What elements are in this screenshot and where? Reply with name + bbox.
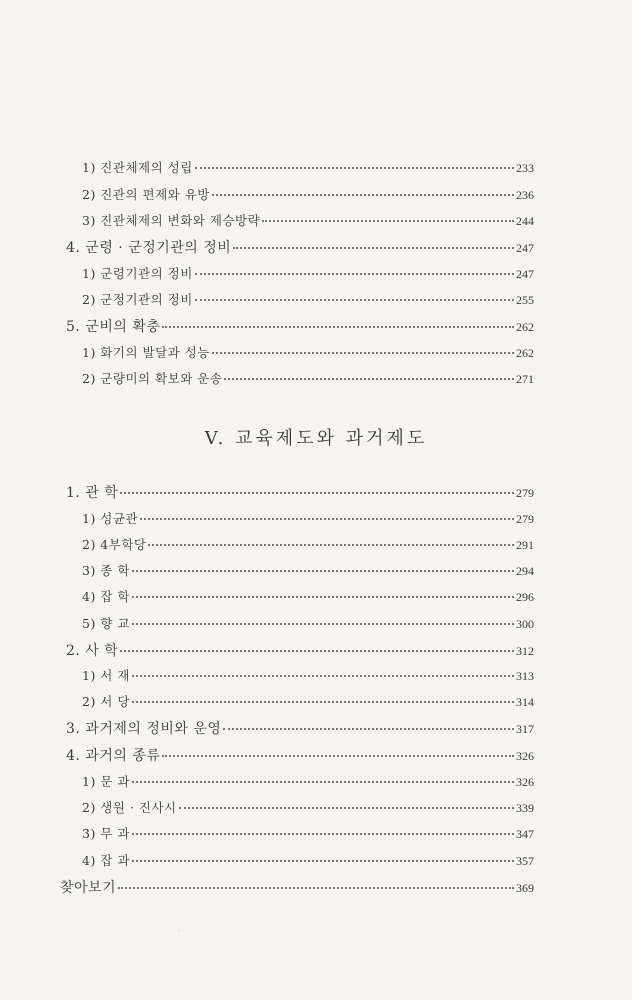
toc-entry-page: 314 bbox=[516, 695, 534, 709]
toc-section-entry[interactable] bbox=[66, 482, 534, 502]
toc-entry[interactable] bbox=[82, 587, 534, 605]
toc-entry-page: 369 bbox=[516, 881, 534, 895]
toc-entry-label: 4. 군령 · 군정기관의 정비 bbox=[66, 240, 232, 256]
toc-entry-label: 4) 잡 학 bbox=[82, 589, 130, 604]
toc-entry-page: 279 bbox=[516, 486, 534, 500]
toc-section-entry[interactable] bbox=[66, 745, 534, 765]
toc-entry-label: 찾아보기 bbox=[60, 880, 117, 896]
toc-entry[interactable] bbox=[82, 369, 534, 387]
toc-entry-page: 312 bbox=[516, 644, 534, 658]
leader-dots bbox=[195, 166, 514, 169]
toc-entry-page: 247 bbox=[516, 267, 534, 281]
toc-entry[interactable] bbox=[82, 666, 534, 684]
leader-dots bbox=[120, 649, 514, 652]
leader-dots bbox=[262, 219, 514, 222]
leader-dots bbox=[162, 325, 514, 328]
toc-entry-label: 5) 향 교 bbox=[82, 616, 130, 631]
toc-entry-label: 2) 군량미의 확보와 운송 bbox=[82, 371, 223, 386]
toc-entry[interactable] bbox=[82, 824, 534, 842]
toc-entry-page: 347 bbox=[516, 827, 534, 841]
leader-dots bbox=[195, 298, 514, 301]
toc-entry[interactable] bbox=[82, 343, 534, 361]
toc-section-entry[interactable] bbox=[66, 316, 534, 336]
toc-entry-label: 2) 군정기관의 정비 bbox=[82, 292, 193, 307]
toc-entry-label: 3) 진관체제의 변화와 제승방략 bbox=[82, 213, 261, 228]
toc-entry-label: 2) 진관의 편제와 유방 bbox=[82, 187, 210, 202]
toc-entry-page: 262 bbox=[516, 320, 534, 334]
toc-section-entry[interactable] bbox=[66, 718, 534, 738]
toc-entry-label: 1. 관 학 bbox=[66, 485, 119, 501]
toc-entry[interactable] bbox=[82, 772, 534, 790]
toc-entry-label: 1) 진관체제의 성립 bbox=[82, 160, 193, 175]
toc-section-entry[interactable] bbox=[66, 237, 534, 257]
toc-entry[interactable] bbox=[82, 561, 534, 579]
toc-entry-label: 2) 4부학당 bbox=[82, 537, 147, 552]
toc-entry-page: 247 bbox=[516, 241, 534, 255]
leader-dots bbox=[195, 272, 514, 275]
leader-dots bbox=[132, 859, 514, 862]
toc-entry-page: 279 bbox=[516, 512, 534, 526]
toc-entry-label: 2) 생원 · 진사시 bbox=[82, 800, 177, 815]
toc-entry-label: 1) 군령기관의 정비 bbox=[82, 266, 193, 281]
toc-entry[interactable] bbox=[82, 211, 534, 229]
toc-entry-page: 313 bbox=[516, 669, 534, 683]
toc-entry-label: 4) 잡 과 bbox=[82, 853, 130, 868]
toc-entry-page: 233 bbox=[516, 161, 534, 175]
toc-entry[interactable] bbox=[82, 798, 534, 816]
toc-entry-page: 357 bbox=[516, 854, 534, 868]
leader-dots bbox=[132, 569, 514, 572]
toc-entry-label: 5. 군비의 확충 bbox=[66, 319, 161, 335]
toc-entry[interactable] bbox=[82, 290, 534, 308]
toc-entry[interactable] bbox=[82, 692, 534, 710]
leader-dots bbox=[132, 622, 514, 625]
toc-entry-label: 3) 종 학 bbox=[82, 563, 130, 578]
page-mark: · bbox=[178, 928, 180, 935]
toc-entry-label: 4. 과거의 종류 bbox=[66, 748, 161, 764]
toc-entry-page: 326 bbox=[516, 775, 534, 789]
toc-entry[interactable] bbox=[82, 614, 534, 632]
leader-dots bbox=[132, 780, 514, 783]
leader-dots bbox=[118, 886, 514, 889]
toc-index-entry[interactable] bbox=[60, 877, 534, 897]
leader-dots bbox=[223, 727, 514, 730]
toc-entry-label: 3) 무 과 bbox=[82, 826, 130, 841]
toc-entry[interactable] bbox=[82, 509, 534, 527]
leader-dots bbox=[132, 700, 514, 703]
toc-entry[interactable] bbox=[82, 185, 534, 203]
leader-dots bbox=[224, 377, 514, 380]
leader-dots bbox=[148, 543, 514, 546]
toc-entry-page: 255 bbox=[516, 293, 534, 307]
toc-entry[interactable] bbox=[82, 158, 534, 176]
toc-entry[interactable] bbox=[82, 535, 534, 553]
toc-entry-page: 262 bbox=[516, 346, 534, 360]
toc-entry[interactable] bbox=[82, 851, 534, 869]
toc-entry-label: 1) 화기의 발달과 성능 bbox=[82, 345, 210, 360]
toc-entry-label: 2. 사 학 bbox=[66, 643, 119, 659]
leader-dots bbox=[212, 193, 514, 196]
toc-entry-label: 2) 서 당 bbox=[82, 694, 130, 709]
toc-entry[interactable] bbox=[82, 264, 534, 282]
toc-entry-label: 1) 서 재 bbox=[82, 668, 130, 683]
toc-entry-page: 291 bbox=[516, 538, 534, 552]
leader-dots bbox=[120, 491, 514, 494]
toc-entry-page: 244 bbox=[516, 214, 534, 228]
toc-entry-label: 3. 과거제의 정비와 운영 bbox=[66, 721, 222, 737]
toc-entry-page: 339 bbox=[516, 801, 534, 815]
leader-dots bbox=[132, 595, 514, 598]
leader-dots bbox=[132, 832, 514, 835]
toc-entry-page: 236 bbox=[516, 188, 534, 202]
toc-entry-page: 317 bbox=[516, 722, 534, 736]
toc-entry-page: 271 bbox=[516, 372, 534, 386]
leader-dots bbox=[140, 517, 514, 520]
toc-entry-label: 1) 문 과 bbox=[82, 774, 130, 789]
toc-entry-page: 300 bbox=[516, 617, 534, 631]
toc-section-entry[interactable] bbox=[66, 640, 534, 660]
leader-dots bbox=[233, 246, 514, 249]
toc-entry-label: 1) 성균관 bbox=[82, 511, 139, 526]
leader-dots bbox=[179, 806, 514, 809]
leader-dots bbox=[132, 674, 514, 677]
leader-dots bbox=[162, 754, 514, 757]
chapter-title: V. 교육제도와 과거제도 bbox=[204, 428, 428, 449]
toc-entry-page: 326 bbox=[516, 749, 534, 763]
toc-entry-page: 296 bbox=[516, 590, 534, 604]
toc-entry-page: 294 bbox=[516, 564, 534, 578]
leader-dots bbox=[212, 351, 514, 354]
